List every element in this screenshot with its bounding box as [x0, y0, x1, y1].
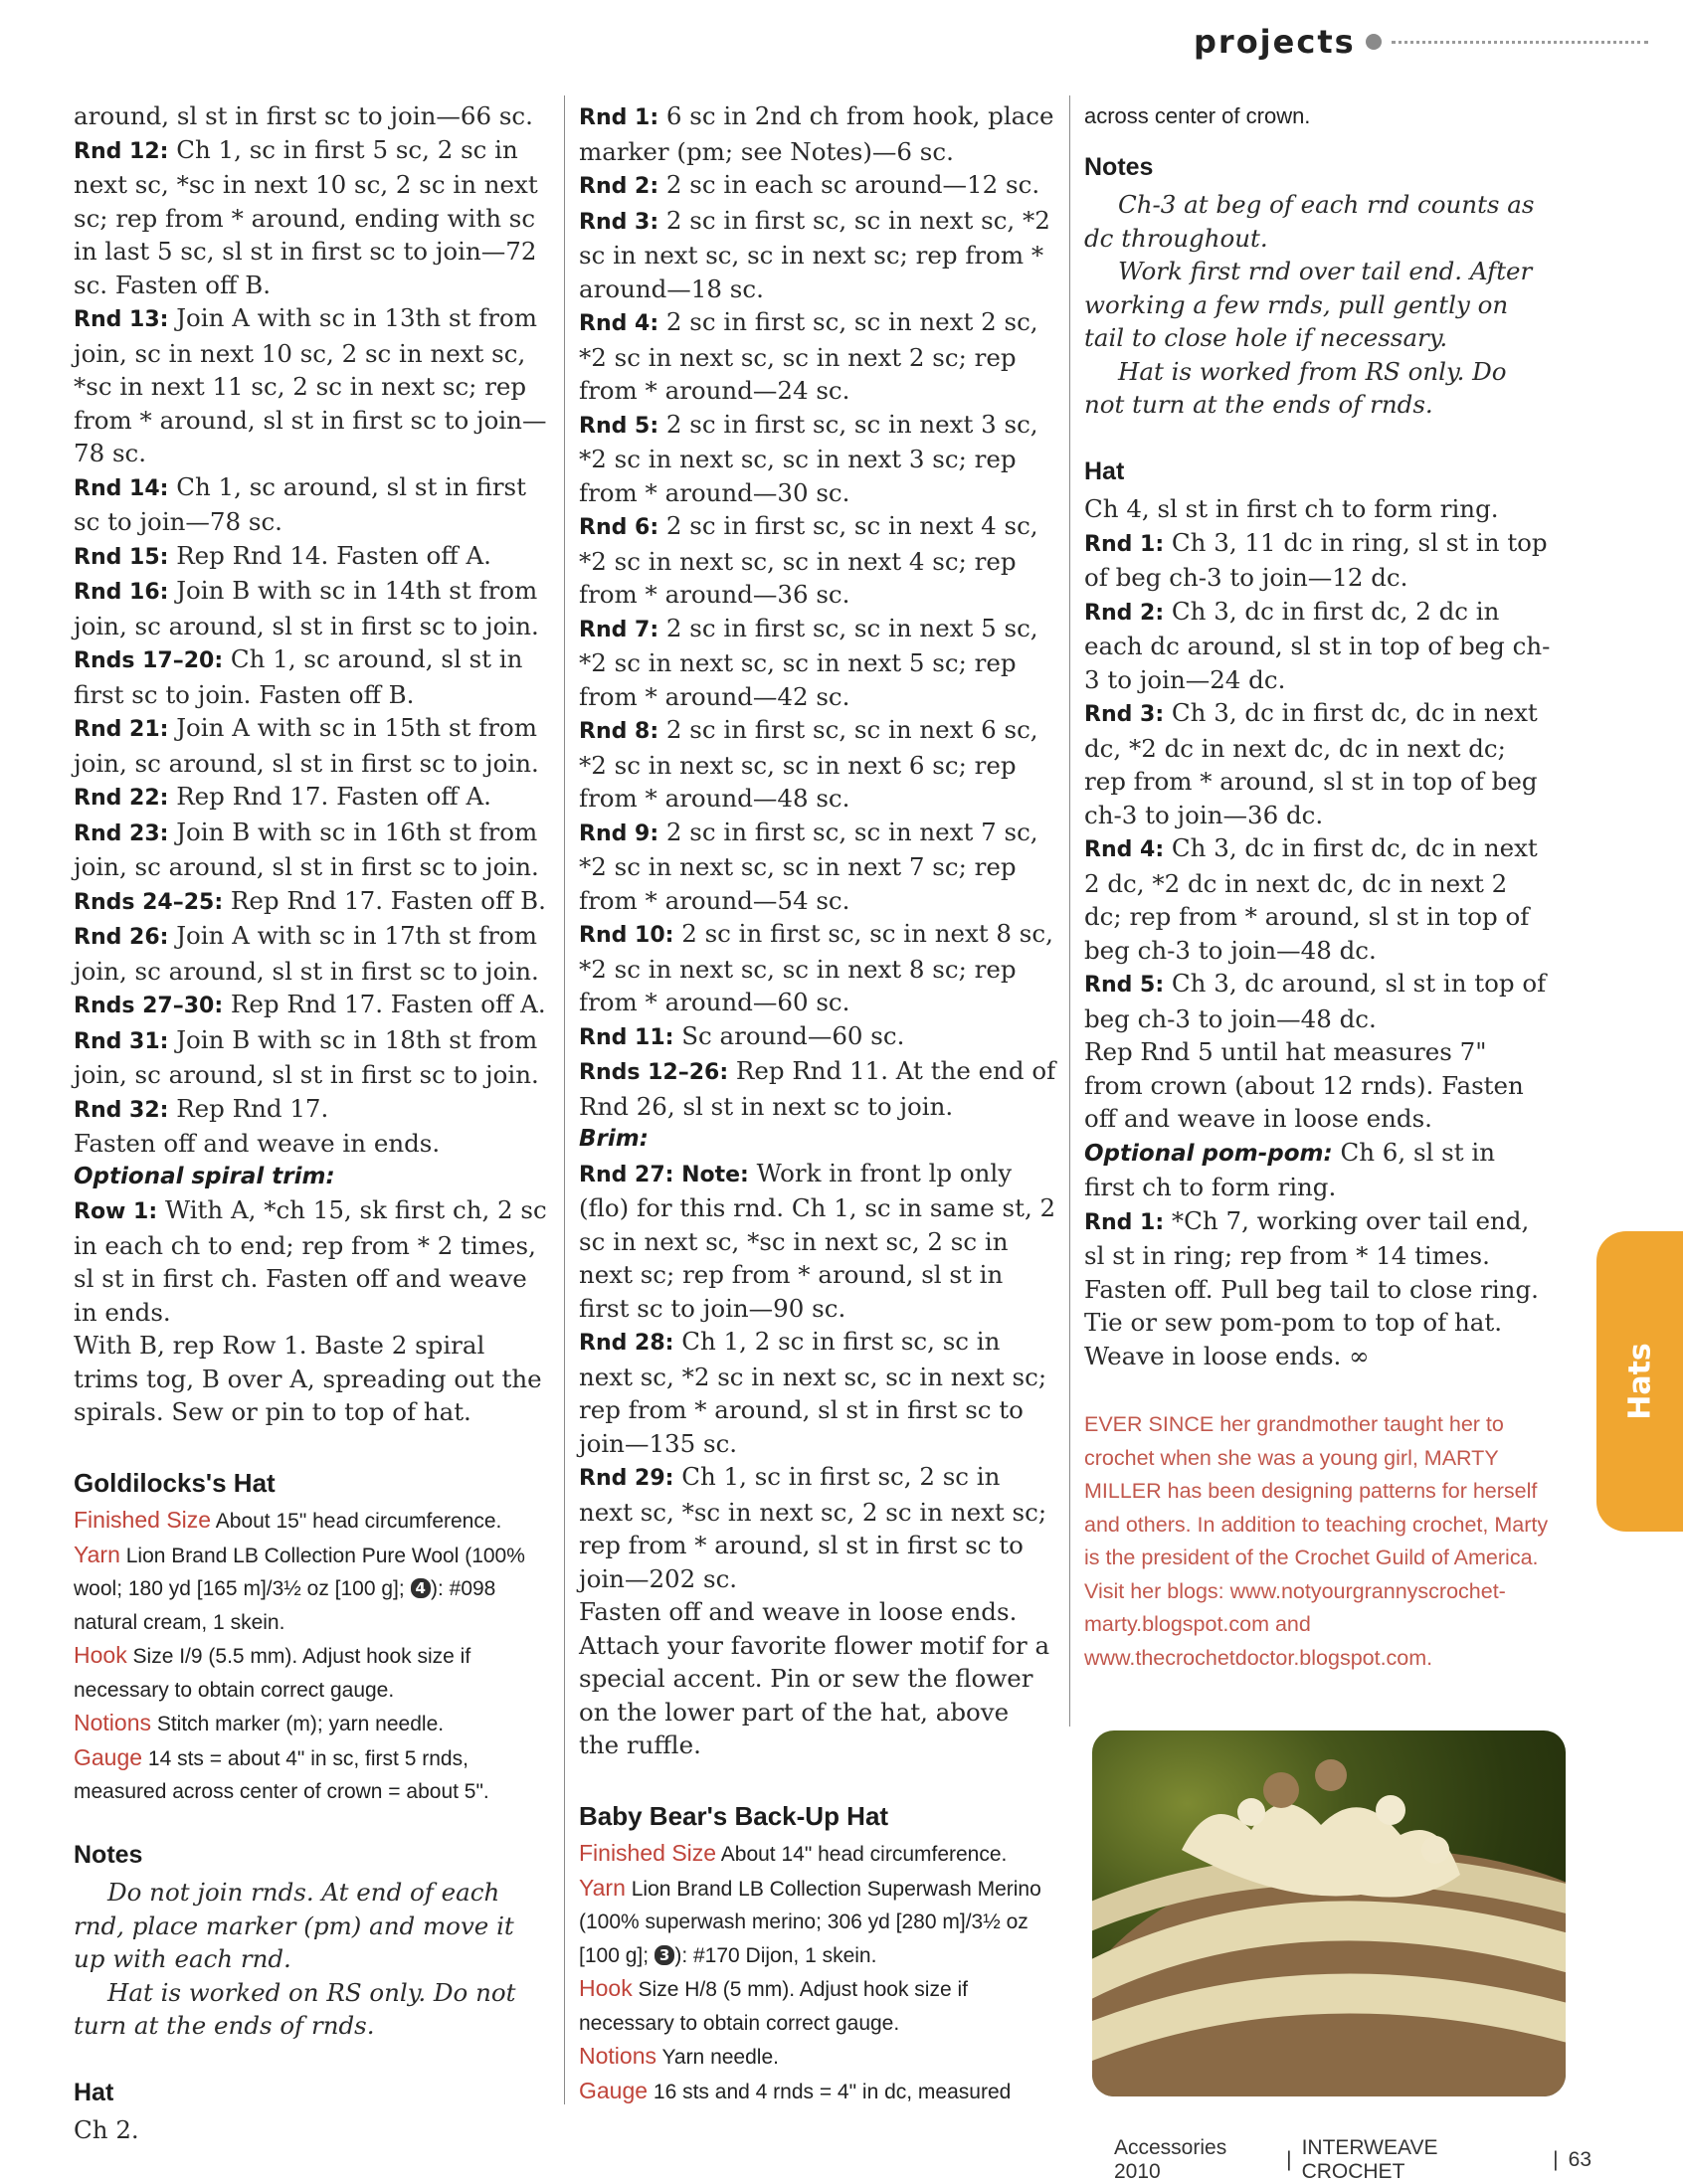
- round-text: Join A with sc in 17th st from join, sc around, sl st in first sc to join.: [74, 921, 539, 986]
- round-28: [579, 1325, 1056, 1460]
- spec-value: Yarn needle.: [655, 2046, 779, 2069]
- column-1: [74, 99, 549, 2147]
- rounds-24-25: [74, 884, 549, 920]
- subheading: Brim:: [579, 1126, 649, 1152]
- round-label: Rnd 2:: [579, 174, 659, 199]
- bullet-icon: [1366, 34, 1382, 50]
- round-label: Rnd 32:: [74, 1097, 169, 1123]
- round-4: [579, 305, 1056, 408]
- round-text: Ch 1, sc around, sl st in first sc to join—78 sc.: [74, 471, 526, 536]
- spec-label: Gauge: [74, 1743, 143, 1770]
- round-text: Sc around—60 sc.: [673, 1020, 905, 1050]
- round-label: Rnd 31:: [74, 1028, 169, 1054]
- round-label: Rnd 9:: [579, 820, 659, 846]
- round-label: Rnd 22:: [74, 786, 169, 811]
- round-text: Join A with sc in 15th st from join, sc around, sl st in first sc to join.: [74, 713, 539, 778]
- round-text: Ch 3, dc in first dc, dc in next dc, *2 dc in next dc, dc in next dc; rep from * around, sl st in top of beg ch-3 to join—36 dc.: [1084, 698, 1538, 829]
- subheading: Optional pom-pom:: [1084, 1140, 1333, 1167]
- round-label: Rnd 13:: [74, 307, 169, 332]
- round-label: Rnd 8:: [579, 719, 659, 744]
- round-text: Ch 1, sc in first 5 sc, 2 sc in next sc, *sc in next 10 sc, 2 sc in next sc; rep from * around, ending with sc in last 5 sc, sl st in first sc to join—72 sc. Fasten off B.: [74, 134, 538, 299]
- notes-heading: Notes: [74, 1840, 143, 1869]
- round-text: Rep Rnd 17. Fasten off A.: [223, 990, 546, 1018]
- round-text: 2 sc in first sc, sc in next 6 sc, *2 sc in next sc, sc in next 6 sc; rep from * around—48 sc.: [579, 715, 1038, 813]
- footer-divider: |: [1286, 2148, 1292, 2171]
- round-12: [74, 133, 549, 302]
- round-text: 2 sc in first sc, sc in next 3 sc, *2 sc in next sc, sc in next 3 sc; rep from * around—30 sc.: [579, 409, 1038, 507]
- rounds-17-20: [74, 642, 549, 711]
- footer-divider: |: [1553, 2148, 1559, 2171]
- round-text: Rep Rnd 17. Fasten off B.: [223, 885, 546, 915]
- column-divider: [1069, 95, 1070, 1727]
- round-text: Ch 3, dc in first dc, dc in next 2 dc, *2 dc in next dc, dc in next 2 dc; rep from * around, sl st in top of beg ch-3 to join—48 dc.: [1084, 833, 1538, 965]
- round-text: 2 sc in first sc, sc in next 7 sc, *2 sc in next sc, sc in next 7 sc; rep from * around—54 sc.: [579, 817, 1038, 915]
- pattern-text: Rep Rnd 5 until hat measures 7" from crown (about 12 rnds). Fasten off and weave in loose ends.: [1084, 1037, 1524, 1133]
- pattern-text: Fasten off and weave in loose ends. Attach your favorite flower motif for a special accent. Pin or sew the flower on the lower part of the hat, above the ruffle.: [579, 1597, 1050, 1759]
- pattern-title: Baby Bear's Back-Up Hat: [579, 1800, 889, 1831]
- round-text: Rep Rnd 17.: [168, 1093, 329, 1123]
- spec-value: ): #170 Dijon, 1 skein.: [674, 1943, 877, 1967]
- row-label: Row 1:: [74, 1199, 158, 1224]
- round-text: Ch 1, 2 sc in first sc, sc in next sc, *2 sc in next sc, sc in next sc; rep from * around, sl st in first sc to join—135 sc.: [579, 1327, 1047, 1458]
- hat-photo: [1092, 1730, 1566, 2096]
- round-text: 2 sc in first sc, sc in next sc, *2 sc in next sc, sc in next sc; rep from * around—18 sc.: [579, 205, 1050, 303]
- round-label: Rnd 15:: [74, 544, 169, 570]
- spec-value: 14 sts = about 4" in sc, first 5 rnds, measured across center of crown = about 5".: [74, 1746, 489, 1803]
- round-1: [1084, 526, 1552, 595]
- pattern-specs: [579, 1837, 1056, 2108]
- round-label: Rnd 27: Note:: [579, 1162, 749, 1187]
- pattern-text: Ch 2.: [74, 2115, 139, 2144]
- round-text: Join B with sc in 18th st from join, sc around, sl st in first sc to join.: [74, 1024, 539, 1089]
- round-label: Rnd 29:: [579, 1466, 674, 1491]
- round-label: Rnd 7:: [579, 617, 659, 642]
- magazine-name: INTERWEAVE CROCHET: [1301, 2136, 1438, 2183]
- round-13: [74, 301, 549, 470]
- round-text: Join B with sc in 14th st from join, sc around, sl st in first sc to join.: [74, 576, 539, 640]
- round-label: Rnd 5:: [579, 413, 659, 439]
- round-11: [579, 1019, 1056, 1055]
- spec-value: 16 sts and 4 rnds = 4" in dc, measured: [648, 2080, 1012, 2103]
- pattern-text: around, sl st in first sc to join—66 sc.: [74, 101, 533, 130]
- spec-value: Lion Brand LB Collection Superwash Merino (100% superwash merino; 306 yd [280 m]/3½ oz [100 g];: [579, 1877, 1041, 1967]
- rounds-27-30: [74, 988, 549, 1023]
- round-6: [579, 509, 1056, 612]
- round-3: [579, 204, 1056, 306]
- spec-value: ): #098 natural cream, 1 skein.: [74, 1577, 496, 1634]
- round-26: [74, 919, 549, 988]
- note-text: Ch-3 at beg of each rnd counts as dc throughout.: [1084, 190, 1535, 253]
- round-text: 2 sc in each sc around—12 sc.: [658, 170, 1040, 199]
- round-text: 2 sc in first sc, sc in next 2 sc, *2 sc in next sc, sc in next 2 sc; rep from * around—24 sc.: [579, 307, 1038, 405]
- round-31: [74, 1023, 549, 1092]
- round-14: [74, 470, 549, 539]
- round-text: Rep Rnd 14. Fasten off A.: [168, 540, 491, 570]
- issue-name: Accessories 2010: [1114, 2136, 1227, 2183]
- round-text: 2 sc in first sc, sc in next 8 sc, *2 sc in next sc, sc in next 8 sc; rep from * around—60 sc.: [579, 919, 1053, 1016]
- notes-heading: Notes: [1084, 152, 1154, 181]
- round-text: 6 sc in 2nd ch from hook, place marker (pm; see Notes)—6 sc.: [579, 101, 1054, 166]
- round-7: [579, 612, 1056, 714]
- section-tab: [1596, 1231, 1683, 1532]
- pattern-text: Fasten off and weave in ends.: [74, 1129, 441, 1158]
- round-10: [579, 917, 1056, 1019]
- note-text: Hat is worked from RS only. Do not turn at the ends of rnds.: [1084, 356, 1507, 419]
- yarn-weight-icon: 3: [654, 1945, 674, 1965]
- section-title: projects: [1194, 23, 1356, 61]
- round-label: Rnds 17–20:: [74, 648, 224, 673]
- round-label: Rnd 3:: [1084, 702, 1165, 727]
- column-divider: [564, 95, 565, 2104]
- round-text: *Ch 7, working over tail end, sl st in ring; rep from * 14 times. Fasten off. Pull beg tail to close ring. Tie or sew pom-pom to top of hat. Weave in loose ends. ∞: [1084, 1205, 1539, 1370]
- hat-illustration: [1092, 1730, 1566, 2096]
- round-15: [74, 539, 549, 575]
- round-label: Rnd 11:: [579, 1024, 674, 1050]
- page-number: 63: [1568, 2148, 1591, 2171]
- round-text: Ch 1, sc in first sc, 2 sc in next sc, *sc in next sc, 2 sc in next sc; rep from * around, sl st in first sc to join—202 sc.: [579, 1462, 1047, 1593]
- round-label: Rnd 23:: [74, 820, 169, 846]
- round-text: Rep Rnd 17. Fasten off A.: [168, 782, 491, 811]
- note-text: Work first rnd over tail end. After working a few rnds, pull gently on tail to close hole if necessary.: [1084, 257, 1533, 352]
- section-tab-label: Hats: [1622, 1343, 1657, 1420]
- round-2: [1084, 595, 1552, 697]
- rounds-12-26: [579, 1054, 1056, 1123]
- round-label: Rnd 12:: [74, 138, 169, 164]
- round-text: 2 sc in first sc, sc in next 4 sc, *2 sc in next sc, sc in next 4 sc; rep from * around—36 sc.: [579, 511, 1038, 609]
- round-label: Rnd 2:: [1084, 600, 1165, 626]
- round-3: [1084, 696, 1552, 831]
- column-3: [1084, 99, 1552, 1675]
- designer-bio: EVER SINCE her grandmother taught her to crochet when she was a young girl, MARTY MILLER has been designing patterns for herself and others. In addition to teaching crochet, Marty is the president of the Crochet Guild of America. Visit her blogs: www.notyourgrannyscrochet-marty.blogspot.com and www.thecrochetdoctor.blogspot.com.: [1084, 1412, 1549, 1670]
- spec-value: Size H/8 (5 mm). Adjust hook size if necessary to obtain correct gauge.: [579, 1978, 968, 2035]
- round-27: [579, 1157, 1056, 1326]
- round-label: Rnd 4:: [1084, 837, 1165, 862]
- round-9: [579, 816, 1056, 918]
- pattern-specs: [74, 1504, 549, 1809]
- round-text: Ch 3, dc in first dc, 2 dc in each dc around, sl st in top of beg ch-3 to join—24 dc.: [1084, 596, 1551, 694]
- hat-heading: Hat: [1084, 456, 1125, 485]
- spec-label: Finished Size: [579, 1840, 717, 1866]
- pom-round-1: [1084, 1204, 1552, 1373]
- dotted-rule: [1392, 41, 1648, 44]
- round-29: [579, 1460, 1056, 1595]
- round-label: Rnd 1:: [579, 105, 659, 130]
- round-label: Rnds 27–30:: [74, 994, 224, 1018]
- spec-label: Notions: [579, 2043, 656, 2069]
- round-5: [1084, 967, 1552, 1035]
- round-label: Rnds 24–25:: [74, 889, 224, 915]
- spec-label: Notions: [74, 1710, 151, 1735]
- note-text: Do not join rnds. At end of each rnd, place marker (pm) and move it up with each rnd.: [74, 1878, 514, 1973]
- pattern-text: With B, rep Row 1. Baste 2 spiral trims tog, B over A, spreading out the spirals. Sew or pin to top of hat.: [74, 1331, 542, 1426]
- yarn-weight-icon: 4: [411, 1578, 431, 1598]
- page-footer: [1114, 2136, 1591, 2184]
- round-5: [579, 408, 1056, 510]
- round-text: Ch 3, dc around, sl st in top of beg ch-3 to join—48 dc.: [1084, 969, 1547, 1033]
- round-2: [579, 168, 1056, 204]
- round-label: Rnd 3:: [579, 209, 659, 235]
- spec-label: Yarn: [579, 1874, 626, 1901]
- round-label: Rnd 6:: [579, 515, 659, 540]
- round-label: Rnd 10:: [579, 923, 674, 948]
- spec-value: Stitch marker (m); yarn needle.: [150, 1713, 445, 1735]
- round-text: Join A with sc in 13th st from join, sc in next 10 sc, 2 sc in next sc, *sc in next 11 sc, 2 sc in next sc; rep from * around, sl st in first sc to join—78 sc.: [74, 303, 547, 467]
- round-label: Rnd 28:: [579, 1331, 674, 1356]
- round-16: [74, 574, 549, 642]
- round-text: Work in front lp only (flo) for this rnd. Ch 1, sc in same st, 2 sc in next sc, *sc in next sc, 2 sc in next sc; rep from * around, sl st in first sc to join—90 sc.: [579, 1158, 1056, 1323]
- spec-value: About 15" head circumference.: [211, 1510, 502, 1533]
- spec-value: About 14" head circumference.: [716, 1843, 1008, 1866]
- round-text: Ch 6, sl st in first ch to form ring.: [1084, 1137, 1495, 1201]
- optional-pom-pom: [1084, 1136, 1552, 1204]
- round-label: Rnds 12–26:: [579, 1060, 729, 1085]
- spec-value: Lion Brand LB Collection Pure Wool (100% wool; 180 yd [165 m]/3½ oz [100 g];: [74, 1544, 525, 1600]
- spec-label: Hook: [74, 1642, 127, 1668]
- round-label: Rnd 16:: [74, 580, 169, 605]
- round-1: [579, 99, 1056, 168]
- round-label: Rnd 4:: [579, 311, 659, 336]
- spec-label: Hook: [579, 1975, 633, 2001]
- round-text: Ch 3, 11 dc in ring, sl st in top of beg ch-3 to join—12 dc.: [1084, 527, 1548, 592]
- round-22: [74, 780, 549, 816]
- round-label: Rnd 5:: [1084, 973, 1165, 998]
- pattern-title: Goldilocks's Hat: [74, 1467, 276, 1498]
- round-32: [74, 1092, 549, 1128]
- section-header: [1194, 14, 1648, 70]
- spec-value: Size I/9 (5.5 mm). Adjust hook size if necessary to obtain correct gauge.: [74, 1645, 471, 1702]
- round-4: [1084, 831, 1552, 967]
- round-21: [74, 711, 549, 780]
- subheading: Optional spiral trim:: [74, 1163, 335, 1189]
- row-1: [74, 1193, 549, 1329]
- pattern-text: Ch 4, sl st in first ch to form ring.: [1084, 494, 1499, 523]
- spec-label: Finished Size: [74, 1507, 212, 1533]
- spec-label: Gauge: [579, 2077, 649, 2103]
- round-label: Rnd 26:: [74, 925, 169, 950]
- round-text: Join B with sc in 16th st from join, sc around, sl st in first sc to join.: [74, 817, 539, 881]
- column-2: [579, 99, 1056, 2108]
- round-8: [579, 713, 1056, 816]
- round-text: Ch 1, sc around, sl st in first sc to join. Fasten off B.: [74, 644, 523, 709]
- spec-value: across center of crown.: [1084, 103, 1311, 128]
- round-label: Rnd 1:: [1084, 531, 1165, 557]
- round-label: Rnd 21:: [74, 717, 169, 742]
- round-23: [74, 816, 549, 884]
- round-label: Rnd 1:: [1084, 1209, 1165, 1235]
- round-label: Rnd 14:: [74, 475, 169, 501]
- round-text: Rep Rnd 11. At the end of Rnd 26, sl st in next sc to join.: [579, 1056, 1056, 1121]
- spec-label: Yarn: [74, 1541, 120, 1567]
- row-text: With A, *ch 15, sk first ch, 2 sc in each ch to end; rep from * 2 times, sl st in first ch. Fasten off and weave in ends.: [74, 1195, 547, 1327]
- note-text: Hat is worked on RS only. Do not turn at the ends of rnds.: [74, 1977, 516, 2040]
- hat-heading: Hat: [74, 2078, 114, 2106]
- round-text: 2 sc in first sc, sc in next 5 sc, *2 sc in next sc, sc in next 5 sc; rep from * around—42 sc.: [579, 613, 1038, 711]
